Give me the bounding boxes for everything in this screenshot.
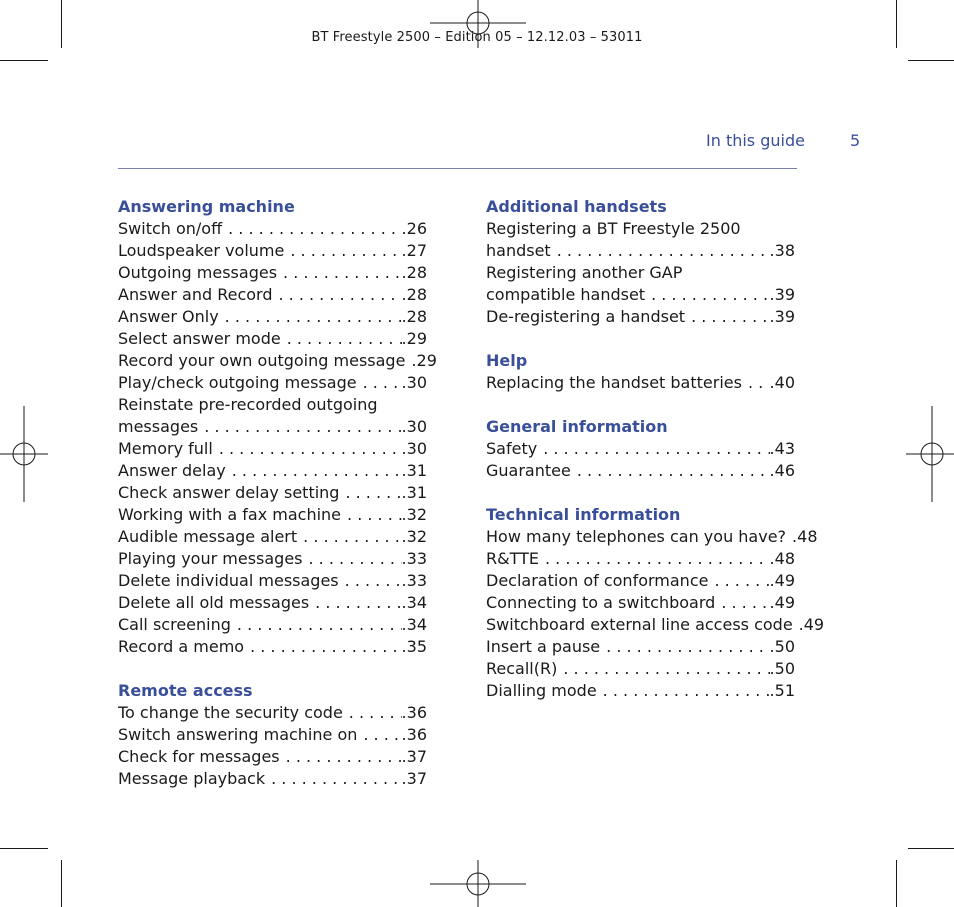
toc-page-number: .28 bbox=[401, 307, 427, 326]
toc-page-number: .38 bbox=[769, 241, 795, 260]
section-title: Technical information bbox=[486, 505, 681, 524]
toc-entry[interactable] bbox=[486, 526, 818, 548]
toc-entry[interactable] bbox=[486, 218, 795, 240]
toc-entry[interactable] bbox=[486, 284, 795, 306]
toc-entry-title: Switch on/off bbox=[118, 219, 223, 238]
dot-leader bbox=[545, 548, 770, 570]
toc-page-number: .36 bbox=[401, 725, 427, 744]
toc-entry[interactable] bbox=[486, 636, 795, 658]
dot-leader bbox=[287, 328, 402, 350]
dot-leader bbox=[651, 284, 769, 306]
dot-leader bbox=[349, 702, 402, 724]
toc-page-number: .35 bbox=[401, 637, 427, 656]
toc-entry-title: Switchboard external line access code bbox=[486, 615, 793, 634]
toc-page-number: .36 bbox=[401, 703, 427, 722]
dot-leader bbox=[232, 460, 402, 482]
dot-leader bbox=[303, 526, 401, 548]
toc-entry-title: Outgoing messages bbox=[118, 263, 278, 282]
toc-entry-title: To change the security code bbox=[118, 703, 343, 722]
toc-entry-title: Record a memo bbox=[118, 637, 245, 656]
toc-entry-title: De-registering a handset bbox=[486, 307, 686, 326]
toc-page-number: .51 bbox=[769, 681, 795, 700]
toc-entry-title: Delete individual messages bbox=[118, 571, 339, 590]
toc-entry-title: Audible message alert bbox=[118, 527, 298, 546]
toc-entry-title: Declaration of conformance bbox=[486, 571, 709, 590]
toc-page-number: .30 bbox=[401, 439, 427, 458]
toc-entry-title: Guarantee bbox=[486, 461, 571, 480]
toc-entry-title: Replacing the handset batteries bbox=[486, 373, 742, 392]
dot-leader bbox=[714, 570, 769, 592]
toc-entry-title: Registering another GAP bbox=[486, 263, 683, 282]
toc-entry-title: messages bbox=[118, 417, 199, 436]
toc-entry[interactable] bbox=[486, 658, 795, 680]
toc-entry-title: How many telephones can you have? bbox=[486, 527, 787, 546]
toc-entry-title: Playing your messages bbox=[118, 549, 303, 568]
toc-page-number: .49 bbox=[769, 593, 795, 612]
toc-entry-title: Working with a fax machine bbox=[118, 505, 342, 524]
toc-page-number: .28 bbox=[401, 285, 427, 304]
toc-entry[interactable] bbox=[118, 328, 427, 350]
toc-entry[interactable] bbox=[118, 218, 427, 240]
toc-entry[interactable] bbox=[118, 416, 427, 438]
dot-leader bbox=[557, 240, 770, 262]
toc-page-number: .49 bbox=[798, 615, 825, 634]
toc-entry[interactable] bbox=[118, 482, 427, 504]
print-slug: BT Freestyle 2500 – Edition 05 – 12.12.03 – 53011 bbox=[311, 30, 643, 45]
toc-page-number: .29 bbox=[401, 329, 427, 348]
toc-page-number: .32 bbox=[401, 505, 427, 524]
crop-mark bbox=[0, 848, 48, 849]
dot-leader bbox=[345, 482, 401, 504]
toc-page-number: .48 bbox=[792, 527, 818, 546]
toc-entry-title: Check for messages bbox=[118, 747, 280, 766]
dot-leader bbox=[603, 680, 770, 702]
toc-page-number: .37 bbox=[401, 769, 427, 788]
toc-page-number: .34 bbox=[401, 615, 427, 634]
toc-entry[interactable] bbox=[486, 240, 795, 262]
header-rule bbox=[118, 168, 797, 169]
toc-entry[interactable] bbox=[118, 702, 427, 724]
toc-page-number: .31 bbox=[401, 461, 427, 480]
toc-entry[interactable] bbox=[486, 438, 795, 460]
toc-entry-title: Select answer mode bbox=[118, 329, 281, 348]
dot-leader bbox=[290, 240, 401, 262]
toc-entry[interactable] bbox=[118, 636, 427, 658]
toc-entry-title: Call screening bbox=[118, 615, 231, 634]
dot-leader bbox=[563, 658, 769, 680]
toc-page-number: .50 bbox=[769, 659, 795, 678]
toc-entry[interactable] bbox=[118, 724, 427, 746]
toc-entry-title: Loudspeaker volume bbox=[118, 241, 285, 260]
dot-leader bbox=[228, 218, 401, 240]
dot-leader bbox=[225, 306, 402, 328]
dot-leader bbox=[363, 724, 401, 746]
toc-entry[interactable] bbox=[118, 394, 427, 416]
toc-column-right bbox=[486, 196, 825, 702]
toc-entry-title: Insert a pause bbox=[486, 637, 601, 656]
toc-entry-title: Recall(R) bbox=[486, 659, 558, 678]
toc-entry-title: Check answer delay setting bbox=[118, 483, 340, 502]
registration-mark-right bbox=[906, 406, 954, 502]
dot-leader bbox=[315, 592, 401, 614]
toc-entry-title: compatible handset bbox=[486, 285, 646, 304]
toc-entry-title: Message playback bbox=[118, 769, 266, 788]
toc-entry-title: Memory full bbox=[118, 439, 213, 458]
toc-entry[interactable] bbox=[486, 262, 795, 284]
toc-page-number: .30 bbox=[401, 373, 427, 392]
toc-entry[interactable] bbox=[486, 614, 825, 636]
toc-page-number: .32 bbox=[401, 527, 427, 546]
dot-leader bbox=[283, 262, 402, 284]
toc-page-number: .31 bbox=[401, 483, 427, 502]
dot-leader bbox=[204, 416, 401, 438]
toc-entry[interactable] bbox=[118, 284, 427, 306]
toc-entry-title: Connecting to a switchboard bbox=[486, 593, 716, 612]
dot-leader bbox=[286, 746, 402, 768]
toc-entry-title: R&TTE bbox=[486, 549, 539, 568]
section-title: Answering machine bbox=[118, 197, 295, 216]
dot-leader bbox=[237, 614, 402, 636]
dot-leader bbox=[219, 438, 402, 460]
toc-entry[interactable] bbox=[118, 746, 427, 768]
toc-entry[interactable] bbox=[118, 614, 427, 636]
dot-leader bbox=[691, 306, 769, 328]
toc-entry-title: Reinstate pre-recorded outgoing bbox=[118, 395, 378, 414]
toc-entry-title: Dialling mode bbox=[486, 681, 597, 700]
toc-page-number: .33 bbox=[401, 571, 427, 590]
toc-entry[interactable] bbox=[118, 438, 427, 460]
dot-leader bbox=[606, 636, 769, 658]
dot-leader bbox=[721, 592, 769, 614]
toc-entry[interactable] bbox=[486, 460, 795, 482]
registration-mark-bottom bbox=[430, 860, 526, 907]
toc-entry[interactable] bbox=[118, 306, 427, 328]
section-spacer bbox=[486, 394, 795, 416]
toc-entry-title: Delete all old messages bbox=[118, 593, 310, 612]
crop-mark bbox=[0, 60, 48, 61]
toc-entry[interactable] bbox=[118, 350, 437, 372]
toc-entry[interactable] bbox=[486, 570, 795, 592]
toc-entry-title: handset bbox=[486, 241, 551, 260]
toc-entry[interactable] bbox=[118, 768, 427, 790]
page-number: 5 bbox=[850, 131, 861, 150]
toc-entry[interactable] bbox=[486, 680, 795, 702]
dot-leader bbox=[278, 284, 401, 306]
toc-entry-title: Answer and Record bbox=[118, 285, 273, 304]
dot-leader bbox=[250, 636, 401, 658]
toc-page-number: .28 bbox=[401, 263, 427, 282]
toc-page-number: .37 bbox=[401, 747, 427, 766]
toc-entry[interactable] bbox=[118, 570, 427, 592]
toc-entry[interactable] bbox=[486, 548, 795, 570]
section-title: Help bbox=[486, 351, 528, 370]
toc-column-left bbox=[118, 196, 437, 790]
toc-entry-title: Registering a BT Freestyle 2500 bbox=[486, 219, 741, 238]
toc-page-number: .49 bbox=[769, 571, 795, 590]
section-spacer bbox=[486, 328, 795, 350]
toc-entry-title: Play/check outgoing message bbox=[118, 373, 357, 392]
toc-entry[interactable] bbox=[118, 504, 427, 526]
toc-page-number: .39 bbox=[769, 307, 795, 326]
section-spacer bbox=[118, 658, 427, 680]
toc-entry-title: Record your own outgoing message bbox=[118, 351, 406, 370]
toc-entry[interactable] bbox=[486, 592, 795, 614]
section-title: Remote access bbox=[118, 681, 253, 700]
dot-leader bbox=[748, 372, 770, 394]
running-head: In this guide bbox=[706, 131, 805, 150]
dot-leader bbox=[345, 570, 402, 592]
toc-entry[interactable] bbox=[118, 240, 427, 262]
crop-mark bbox=[908, 60, 954, 61]
toc-page-number: .29 bbox=[411, 351, 437, 370]
section-title: Additional handsets bbox=[486, 197, 667, 216]
toc-page-number: .39 bbox=[769, 285, 795, 304]
toc-entry[interactable] bbox=[118, 372, 427, 394]
toc-entry[interactable] bbox=[486, 372, 795, 394]
toc-entry[interactable] bbox=[118, 460, 427, 482]
toc-page-number: .26 bbox=[401, 219, 427, 238]
toc-page-number: .43 bbox=[769, 439, 795, 458]
toc-page-number: .30 bbox=[401, 417, 427, 436]
toc-entry[interactable] bbox=[118, 592, 427, 614]
dot-leader bbox=[543, 438, 769, 460]
toc-entry[interactable] bbox=[118, 262, 427, 284]
toc-entry[interactable] bbox=[118, 526, 427, 548]
toc-entry[interactable] bbox=[118, 548, 427, 570]
dot-leader bbox=[271, 768, 401, 790]
toc-page-number: .27 bbox=[401, 241, 427, 260]
toc-entry-title: Answer delay bbox=[118, 461, 226, 480]
toc-entry-title: Safety bbox=[486, 439, 538, 458]
section-spacer bbox=[486, 482, 795, 504]
crop-mark bbox=[896, 860, 897, 907]
toc-page-number: .46 bbox=[769, 461, 795, 480]
section-title: General information bbox=[486, 417, 668, 436]
toc-entry-title: Switch answering machine on bbox=[118, 725, 358, 744]
toc-entry-title: Answer Only bbox=[118, 307, 219, 326]
toc-page-number: .48 bbox=[769, 549, 795, 568]
registration-mark-left bbox=[0, 406, 48, 502]
dot-leader bbox=[577, 460, 770, 482]
dot-leader bbox=[347, 504, 402, 526]
crop-mark bbox=[61, 860, 62, 907]
toc-page-number: .33 bbox=[401, 549, 427, 568]
crop-mark bbox=[908, 848, 954, 849]
dot-leader bbox=[309, 548, 402, 570]
toc-entry[interactable] bbox=[486, 306, 795, 328]
toc-page-number: .50 bbox=[769, 637, 795, 656]
toc-page-number: .34 bbox=[401, 593, 427, 612]
toc-page-number: .40 bbox=[769, 373, 795, 392]
dot-leader bbox=[363, 372, 402, 394]
